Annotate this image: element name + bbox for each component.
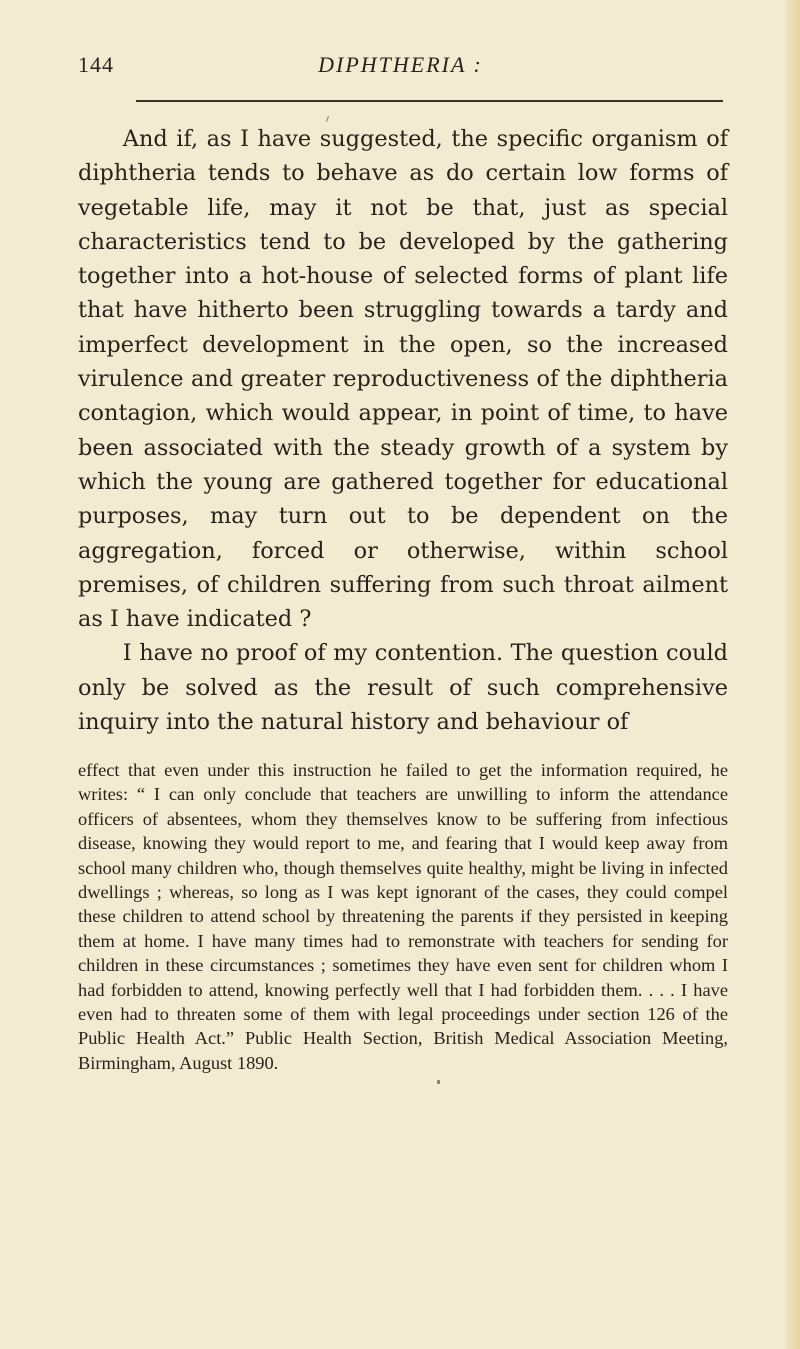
paragraph-2: I have no proof of my contention. The question could only be solved as the result of such comprehensive inquiry into the natural history and behaviour of	[78, 640, 728, 736]
body-text	[78, 122, 728, 739]
paragraph-1: And if, as I have suggested, the specific organism of diphtheria tends to behave as do certain low forms of vegetable life, may it not be that, just as special characteristics tend to be developed by the gathering together into a hot-house of selected forms of plant life that have hitherto been struggling towards a tardy and imperfect development in the open, so the increased virulence and greater reproductiveness of the diphtheria contagion, which would appear, in point of time, to have been associated with the steady growth of a system by which the young are gathered together for educational purposes, may turn out to be dependent on the aggregation, forced or otherwise, within school premises, of children suffering from such throat ailment as I have indicated ?	[78, 126, 728, 633]
page-number: 144	[78, 52, 114, 77]
header-rule	[136, 100, 723, 102]
page-edge	[786, 0, 800, 1349]
stray-dot	[437, 1080, 440, 1084]
footnote: effect that even under this instruction he failed to get the information required, he writes: “ I can only conclude that teachers are unwilling to inform the attendance officers of absentees, whom they themselves know to be suffering from infectious disease, knowing they would report to me, and fearing that I would keep away from school many children who, though themselves quite healthy, might be living in infected dwellings ; whereas, so long as I was kept ignorant of the cases, they could compel these children to attend school by threatening the parents if they persisted in keeping them at home. I have many times had to remonstrate with teachers for sending for children in these circumstances ; sometimes they have even sent for children whom I had forbidden to attend, knowing perfectly well that I had forbidden them. . . . I have even had to threaten some of them with legal proceedings under section 126 of the Public Health Act.” Public Health Section, British Medical Association Meeting, Birmingham, August 1890.	[78, 760, 728, 1073]
running-title: DIPHTHERIA :	[318, 52, 483, 77]
running-head	[78, 50, 723, 80]
